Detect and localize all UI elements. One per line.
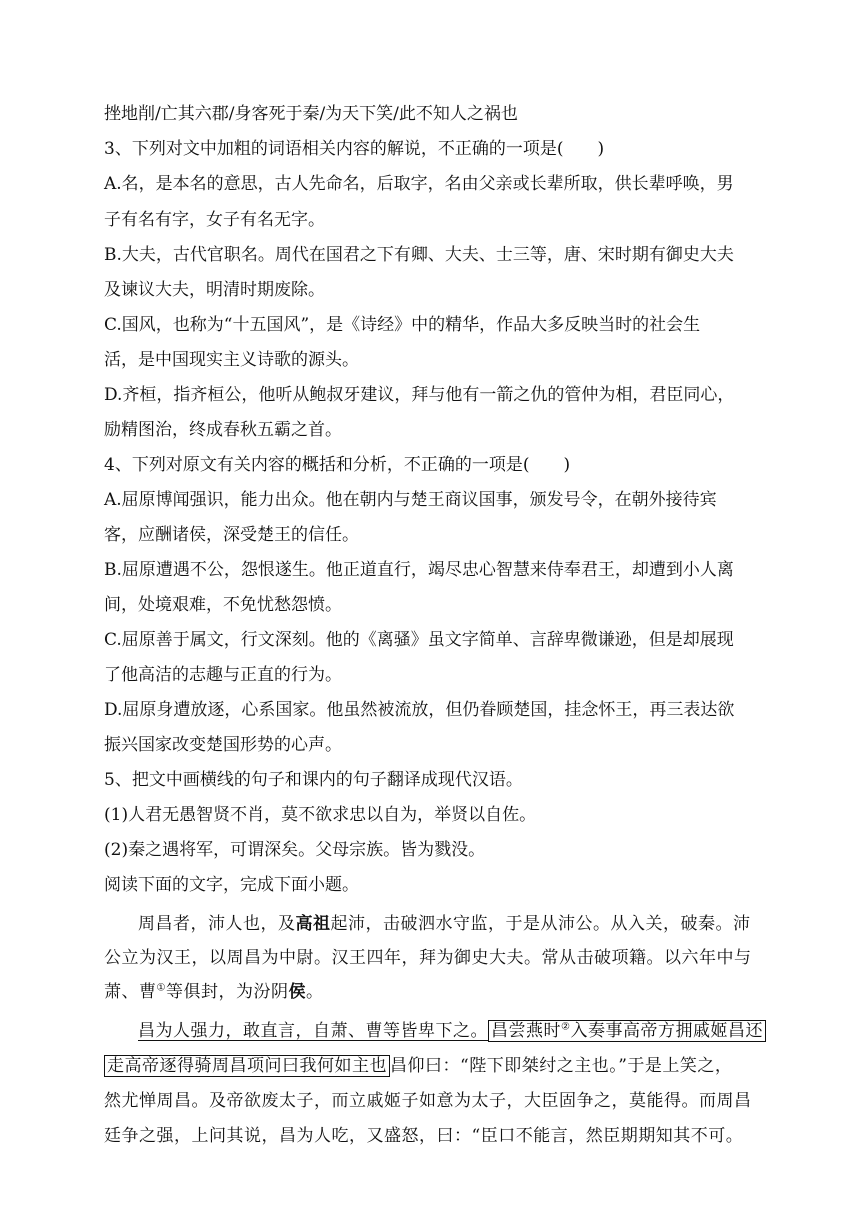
question-4-option-b-line-2: 间，处境艰难，不免忧愁怨愤。 [104, 595, 342, 615]
question-3-stem: 3、下列对文中加粗的词语相关内容的解说，不正确的一项是( ) [104, 139, 605, 159]
boxed-sentence-part-1 [488, 1020, 766, 1042]
footnote-marker-1: ① [156, 982, 166, 994]
underlined-sentence: 昌为人强力，敢直言，自萧、曹等皆卑下之。 [138, 1021, 488, 1041]
passage-line-3 [104, 980, 323, 1004]
passage-line-4 [138, 1019, 766, 1043]
question-4-stem: 4、下列对原文有关内容的概括和分析，不正确的一项是( ) [104, 455, 571, 475]
question-4-option-d-line-2: 振兴国家改变楚国形势的心声。 [104, 735, 342, 755]
passage-text: 入奏事高帝方拥戚姬昌还 [570, 1021, 763, 1041]
passage-line-7: 廷争之强，上问其说，昌为人吃，又盛怒，曰：“臣口不能言，然臣期期知其不可。 [104, 1126, 744, 1146]
question-3-option-b-line-1: B.大夫，古代官职名。周代在国君之下有卿、大夫、士三等，唐、宋时期有御史大夫 [104, 245, 734, 265]
question-5-stem: 5、把文中画横线的句子和课内的句子翻译成现代汉语。 [104, 770, 523, 790]
question-4-option-b-line-1: B.屈原遭遇不公，怨恨遂生。他正道直行，竭尽忠心智慧来侍奉君王，却遭到小人离 [104, 560, 734, 580]
passage-text: 。 [305, 982, 324, 1002]
question-3-option-a-line-1: A.名，是本名的意思，古人先命名，后取字，名由父亲或长辈所取，供长辈呼唤，男 [104, 174, 734, 194]
question-5-sentence-2: (2)秦之遇将军，可谓深矣。父母宗族。皆为戮没。 [104, 840, 486, 860]
question-3-option-b-line-2: 及谏议大夫，明清时期废除。 [104, 280, 325, 300]
passage-line-2: 公立为汉王，以周昌为中尉。汉王四年，拜为御史大夫。常从击破项籍。以六年中与 [104, 948, 752, 968]
passage-line-1 [138, 912, 751, 936]
reading-instruction: 阅读下面的文字，完成下面小题。 [104, 875, 359, 895]
question-4-option-c-line-2: 了他高洁的志趣与正直的行为。 [104, 665, 342, 685]
question-3-option-d-line-1: D.齐桓，指齐桓公，他听从鲍叔牙建议，拜与他有一箭之仇的管仲为相，君臣同心， [104, 385, 735, 405]
passage-text: 起沛，击破泗水守监，于是从沛公。从入关，破秦。沛 [330, 914, 751, 934]
footnote-marker-2: ② [561, 1021, 571, 1033]
passage-text: 萧、曹 [104, 982, 157, 1002]
question-3-option-c-line-1: C.国风，也称为“十五国风”，是《诗经》中的精华，作品大多反映当时的社会生 [104, 315, 701, 335]
answer-segmentation-line: 挫地削/亡其六郡/身客死于秦/为天下笑/此不知人之祸也 [104, 104, 518, 124]
passage-text: 等俱封，为汾阴 [165, 982, 289, 1002]
question-3-option-d-line-2: 励精图治，终成春秋五霸之首。 [104, 420, 342, 440]
question-4-option-d-line-1: D.屈原身遭放逐，心系国家。他虽然被流放，但仍眷顾楚国，挂念怀王，再三表达欲 [104, 700, 735, 720]
bold-term-hou: 侯 [288, 982, 306, 1002]
question-5-sentence-1: (1)人君无愚智贤不肖，莫不欲求忠以自为，举贤以自佐。 [104, 805, 537, 825]
question-3-option-a-line-2: 子有名有字，女子有名无字。 [104, 210, 325, 230]
question-4-option-a-line-2: 客，应酬诸侯，深受楚王的信任。 [104, 525, 359, 545]
passage-text: 昌仰曰：“陛下即桀纣之主也。”于是上笑之， [390, 1056, 733, 1076]
boxed-sentence-part-2: 走高帝逐得骑周昌项问曰我何如主也 [104, 1055, 390, 1077]
question-4-option-c-line-1: C.屈原善于属文，行文深刻。他的《离骚》虽文字简单、言辞卑微谦逊，但是却展现 [104, 630, 734, 650]
question-4-option-a-line-1: A.屈原博闻强识，能力出众。他在朝内与楚王商议国事，颁发号令，在朝外接待宾 [104, 490, 717, 510]
passage-text: 周昌者，沛人也，及 [138, 914, 296, 934]
question-3-option-c-line-2: 活，是中国现实主义诗歌的源头。 [104, 350, 359, 370]
passage-line-6: 然尤惮周昌。及帝欲废太子，而立戚姬子如意为太子，大臣固争之，莫能得。而周昌 [104, 1091, 752, 1111]
passage-line-5 [104, 1054, 732, 1078]
passage-text: 昌尝燕时 [491, 1021, 561, 1041]
bold-term-gaozu: 高祖 [295, 914, 331, 934]
